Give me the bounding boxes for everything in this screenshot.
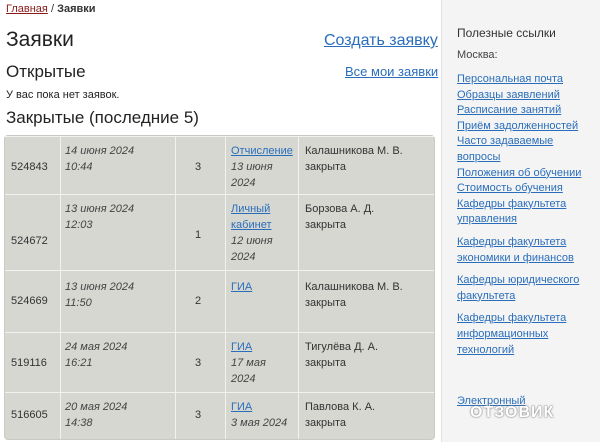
- sidebar-title: Полезные ссылки: [457, 26, 556, 40]
- request-status: закрыта: [305, 417, 347, 429]
- sidebar-link-dept-it-line2[interactable]: информационных: [457, 327, 549, 340]
- table-row[interactable]: [5, 194, 434, 271]
- table-row[interactable]: [5, 270, 434, 333]
- sidebar-link-samples[interactable]: Образцы заявлений: [457, 88, 560, 101]
- sidebar-link-schedule[interactable]: Расписание занятий: [457, 104, 562, 117]
- request-datetime: [65, 201, 175, 233]
- sidebar-link-faq-line2[interactable]: вопросы: [457, 150, 501, 163]
- request-date: 14 июня 2024: [65, 145, 135, 157]
- sidebar-link-mail[interactable]: Персональная почта: [457, 73, 564, 85]
- request-datetime: [65, 399, 175, 431]
- category-date: 17 мая: [231, 357, 266, 369]
- category-link[interactable]: ГИА: [231, 281, 253, 293]
- request-id: 524843: [11, 161, 48, 173]
- table-row[interactable]: [5, 332, 434, 393]
- request-time: 10:44: [65, 161, 93, 173]
- message-count: 3: [195, 409, 202, 421]
- request-assignee: [305, 201, 430, 233]
- request-assignee: [305, 399, 430, 431]
- sidebar-link-dept-management[interactable]: Кафедры факультета: [457, 197, 567, 210]
- request-status: закрыта: [305, 297, 347, 309]
- category-year: 2024: [231, 251, 256, 263]
- watermark-logo: ОТЗОВИК: [470, 404, 555, 421]
- category-link[interactable]: ГИА: [231, 341, 253, 353]
- assignee-name: Тигулёва Д. А.: [305, 341, 379, 353]
- message-count: 2: [195, 295, 202, 307]
- request-category: [231, 279, 301, 295]
- request-status: закрыта: [305, 161, 347, 173]
- breadcrumb: [6, 3, 96, 15]
- breadcrumb-home-link[interactable]: Главная: [6, 3, 48, 15]
- request-time: 16:21: [65, 357, 93, 369]
- breadcrumb-separator: /: [50, 3, 54, 15]
- category-date: 13 июня: [231, 161, 273, 173]
- message-count: 1: [195, 229, 202, 241]
- assignee-name: Павлова К. А.: [305, 401, 376, 413]
- sidebar-link-dept-law[interactable]: Кафедры юридического: [457, 274, 580, 287]
- request-category: [231, 399, 301, 431]
- request-assignee: [305, 339, 430, 371]
- category-link-line2[interactable]: кабинет: [231, 219, 272, 231]
- request-date: 20 мая 2024: [65, 401, 128, 413]
- request-date: 13 июня 2024: [65, 203, 135, 215]
- sidebar-link-dept-it-line3[interactable]: технологий: [457, 343, 515, 356]
- request-id: 524672: [11, 235, 48, 247]
- category-link[interactable]: Отчисление: [231, 145, 293, 157]
- create-request-link[interactable]: Создать заявку: [324, 32, 438, 49]
- sidebar-link-cost[interactable]: Стоимость обучения: [457, 182, 563, 195]
- request-category: [231, 143, 301, 191]
- message-count: 3: [195, 161, 202, 173]
- category-link[interactable]: Личный: [231, 203, 271, 215]
- request-datetime: [65, 339, 175, 371]
- request-time: 12:03: [65, 219, 93, 231]
- request-datetime: [65, 143, 175, 175]
- sidebar-links: [457, 72, 597, 358]
- empty-state-text: У вас пока нет заявок.: [6, 89, 120, 101]
- request-status: закрыта: [305, 219, 347, 231]
- category-link[interactable]: ГИА: [231, 401, 253, 413]
- assignee-name: Калашникова М. В.: [305, 281, 403, 293]
- assignee-name: Калашникова М. В.: [305, 145, 403, 157]
- table-row[interactable]: [5, 392, 434, 440]
- sidebar-link-dept-economics[interactable]: Кафедры факультета: [457, 235, 567, 248]
- sidebar-link-dept-economics-line2[interactable]: экономики и финансов: [457, 251, 574, 264]
- message-count: 3: [195, 357, 202, 369]
- category-year: 2024: [231, 373, 256, 385]
- sidebar-link-dept-law-line2[interactable]: факультета: [457, 289, 516, 302]
- request-time: 14:38: [65, 417, 93, 429]
- category-date: 3 мая 2024: [231, 417, 288, 429]
- request-time: 11:50: [65, 297, 92, 309]
- sidebar-link-regulations[interactable]: Положения об обучении: [457, 166, 582, 179]
- request-category: [231, 339, 301, 387]
- sidebar-link-dept-it[interactable]: Кафедры факультета: [457, 312, 567, 325]
- request-id: 516605: [11, 409, 48, 421]
- closed-requests-table: [4, 135, 435, 440]
- request-datetime: [65, 279, 175, 311]
- sidebar-link-dept-management-line2[interactable]: управления: [457, 213, 517, 226]
- request-date: 13 июня 2024: [65, 281, 135, 293]
- breadcrumb-current: Заявки: [57, 3, 96, 15]
- request-id: 519116: [11, 357, 47, 369]
- all-requests-link[interactable]: Все мои заявки: [345, 64, 439, 79]
- table-row[interactable]: [5, 136, 434, 195]
- request-date: 24 мая 2024: [65, 341, 128, 353]
- request-assignee: [305, 143, 430, 175]
- request-category: [231, 201, 301, 265]
- request-status: закрыта: [305, 357, 347, 369]
- sidebar-link-faq[interactable]: Часто задаваемые: [457, 135, 554, 148]
- page-title: Заявки: [6, 28, 74, 51]
- sidebar-link-debts[interactable]: Приём задолженностей: [457, 119, 579, 132]
- assignee-name: Борзова А. Д.: [305, 203, 375, 215]
- open-requests-heading: Открытые: [6, 62, 86, 81]
- sidebar-link-electronic[interactable]: Электронный: [457, 395, 526, 407]
- sidebar: [441, 0, 600, 442]
- sidebar-city: Москва:: [457, 49, 498, 61]
- closed-requests-heading: Закрытые (последние 5): [6, 108, 199, 127]
- request-assignee: [305, 279, 430, 311]
- category-year: 2024: [231, 177, 256, 189]
- request-id: 524669: [11, 295, 48, 307]
- category-date: 12 июня: [231, 235, 273, 247]
